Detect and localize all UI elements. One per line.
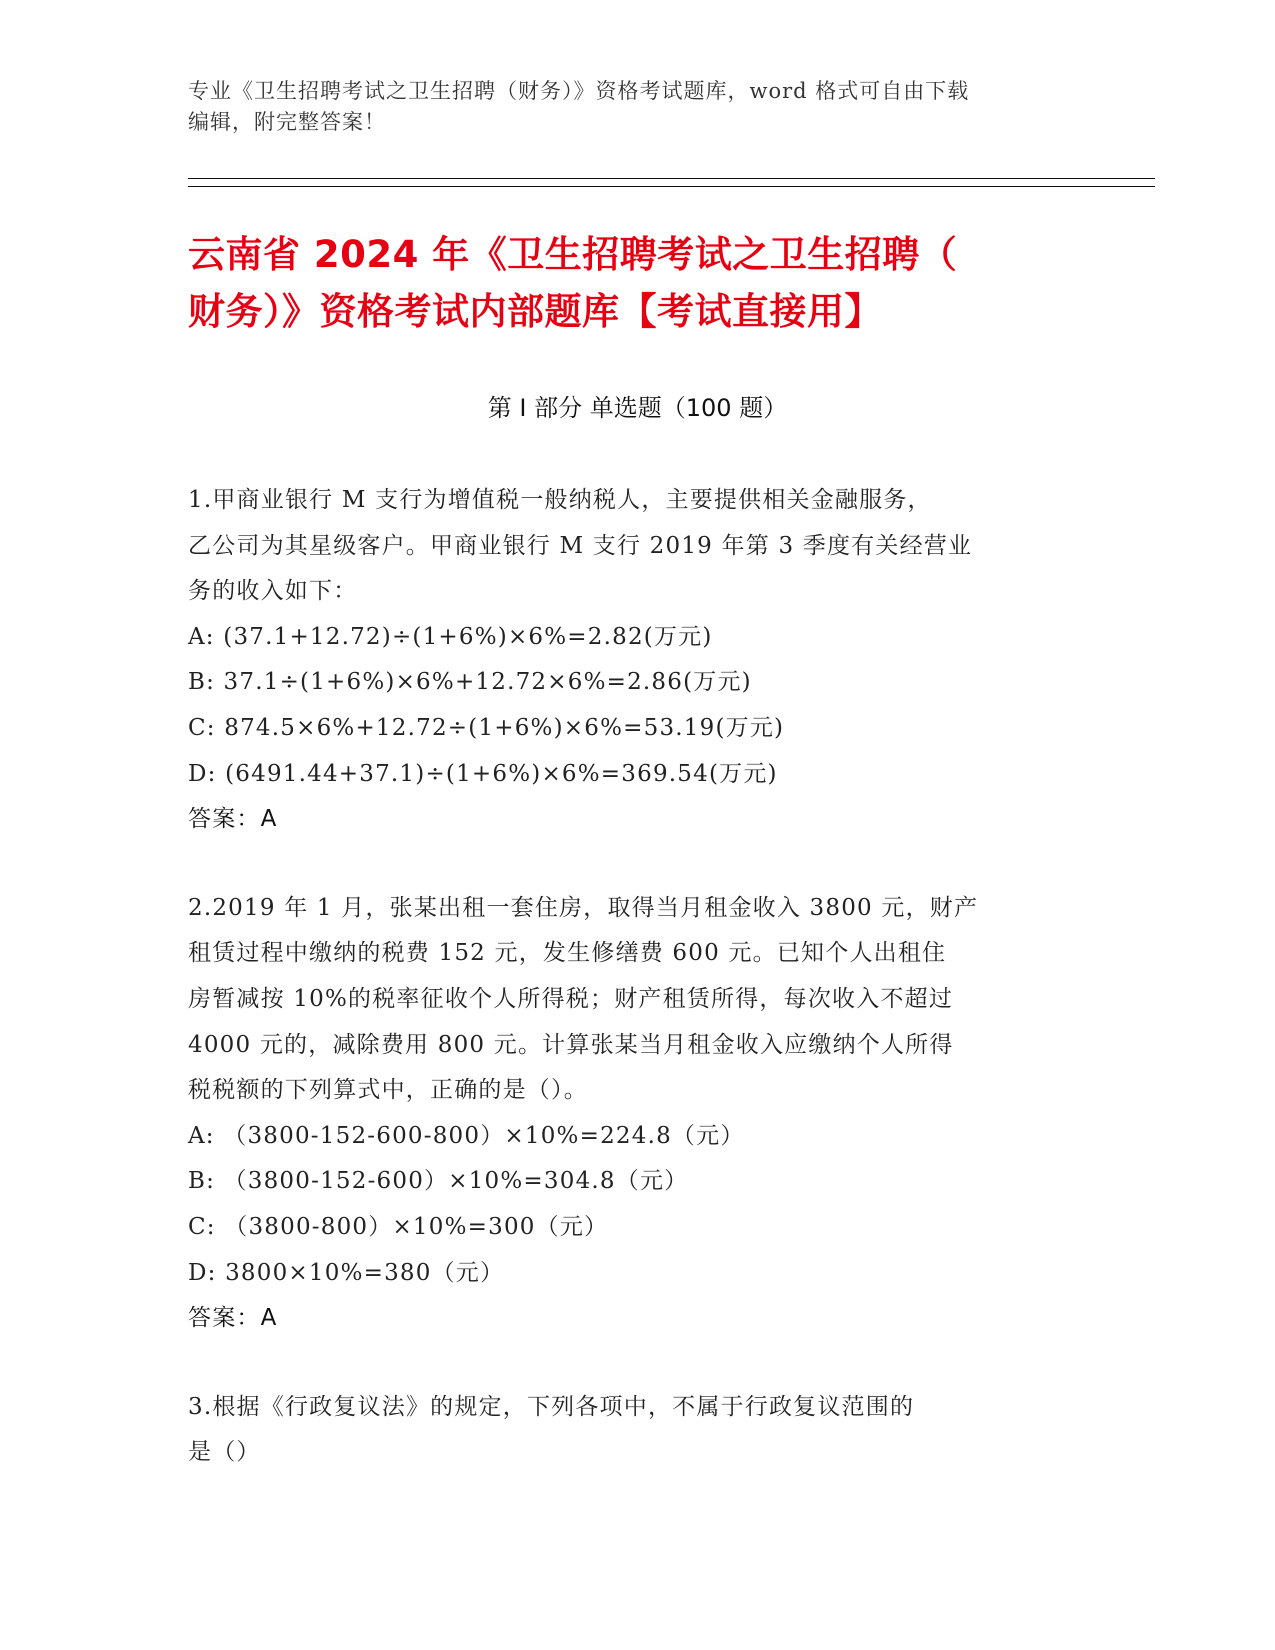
answer: 答案：A (188, 806, 278, 833)
option-c: C: 874.5×6%+12.72÷(1+6%)×6%=53.19(万元) (188, 714, 785, 741)
option-d: D: 3800×10%=380（元） (188, 1259, 505, 1286)
section-heading: 第 I 部分 单选题（100 题） (487, 394, 788, 422)
header-note-line: 编辑，附完整答案！ (188, 110, 386, 134)
question-3 (188, 1385, 1088, 1476)
header-divider-top (188, 178, 1155, 179)
option-c: C: （3800-800）×10%=300（元） (188, 1213, 609, 1240)
question-text: 务的收入如下： (188, 578, 358, 605)
page-title-line: 云南省 2024 年《卫生招聘考试之卫生招聘（ (188, 233, 958, 276)
question-text: 1.甲商业银行 M 支行为增值税一般纳税人，主要提供相关金融服务， (188, 487, 932, 513)
question-text: 4000 元的，减除费用 800 元。计算张某当月租金收入应缴纳个人所得 (188, 1031, 954, 1058)
question-text: 房暂减按 10%的税率征收个人所得税；财产租赁所得，每次收入不超过 (188, 985, 954, 1012)
header-note (188, 76, 1088, 138)
question-text: 租赁过程中缴纳的税费 152 元，发生修缮费 600 元。已知个人出租住 (188, 940, 947, 967)
option-a: A: (37.1+12.72)÷(1+6%)×6%=2.82(万元) (188, 623, 713, 650)
question-2 (188, 886, 1088, 1342)
question-1 (188, 478, 1088, 843)
answer: 答案：A (188, 1305, 278, 1332)
question-text: 是（） (188, 1439, 261, 1466)
question-text: 税税额的下列算式中，正确的是（）。 (188, 1077, 588, 1104)
option-b: B: 37.1÷(1+6%)×6%+12.72×6%=2.86(万元) (188, 669, 752, 696)
option-b: B: （3800-152-600）×10%=304.8（元） (188, 1168, 689, 1195)
page-title (188, 226, 1088, 340)
option-a: A: （3800-152-600-800）×10%=224.8（元） (188, 1122, 745, 1149)
header-divider-bottom (188, 186, 1155, 187)
question-text: 乙公司为其星级客户。甲商业银行 M 支行 2019 年第 3 季度有关经营业 (188, 532, 973, 559)
page-title-line: 财务）》资格考试内部题库【考试直接用】 (188, 290, 882, 333)
header-note-line: 专业《卫生招聘考试之卫生招聘（财务）》资格考试题库，word 格式可自由下载 (188, 79, 970, 103)
option-d: D: (6491.44+37.1)÷(1+6%)×6%=369.54(万元) (188, 760, 778, 787)
question-list (188, 478, 1088, 1519)
question-text: 3.根据《行政复议法》的规定，下列各项中，不属于行政复议范围的 (188, 1393, 915, 1420)
question-text: 2.2019 年 1 月，张某出租一套住房，取得当月租金收入 3800 元，财产 (188, 894, 979, 921)
